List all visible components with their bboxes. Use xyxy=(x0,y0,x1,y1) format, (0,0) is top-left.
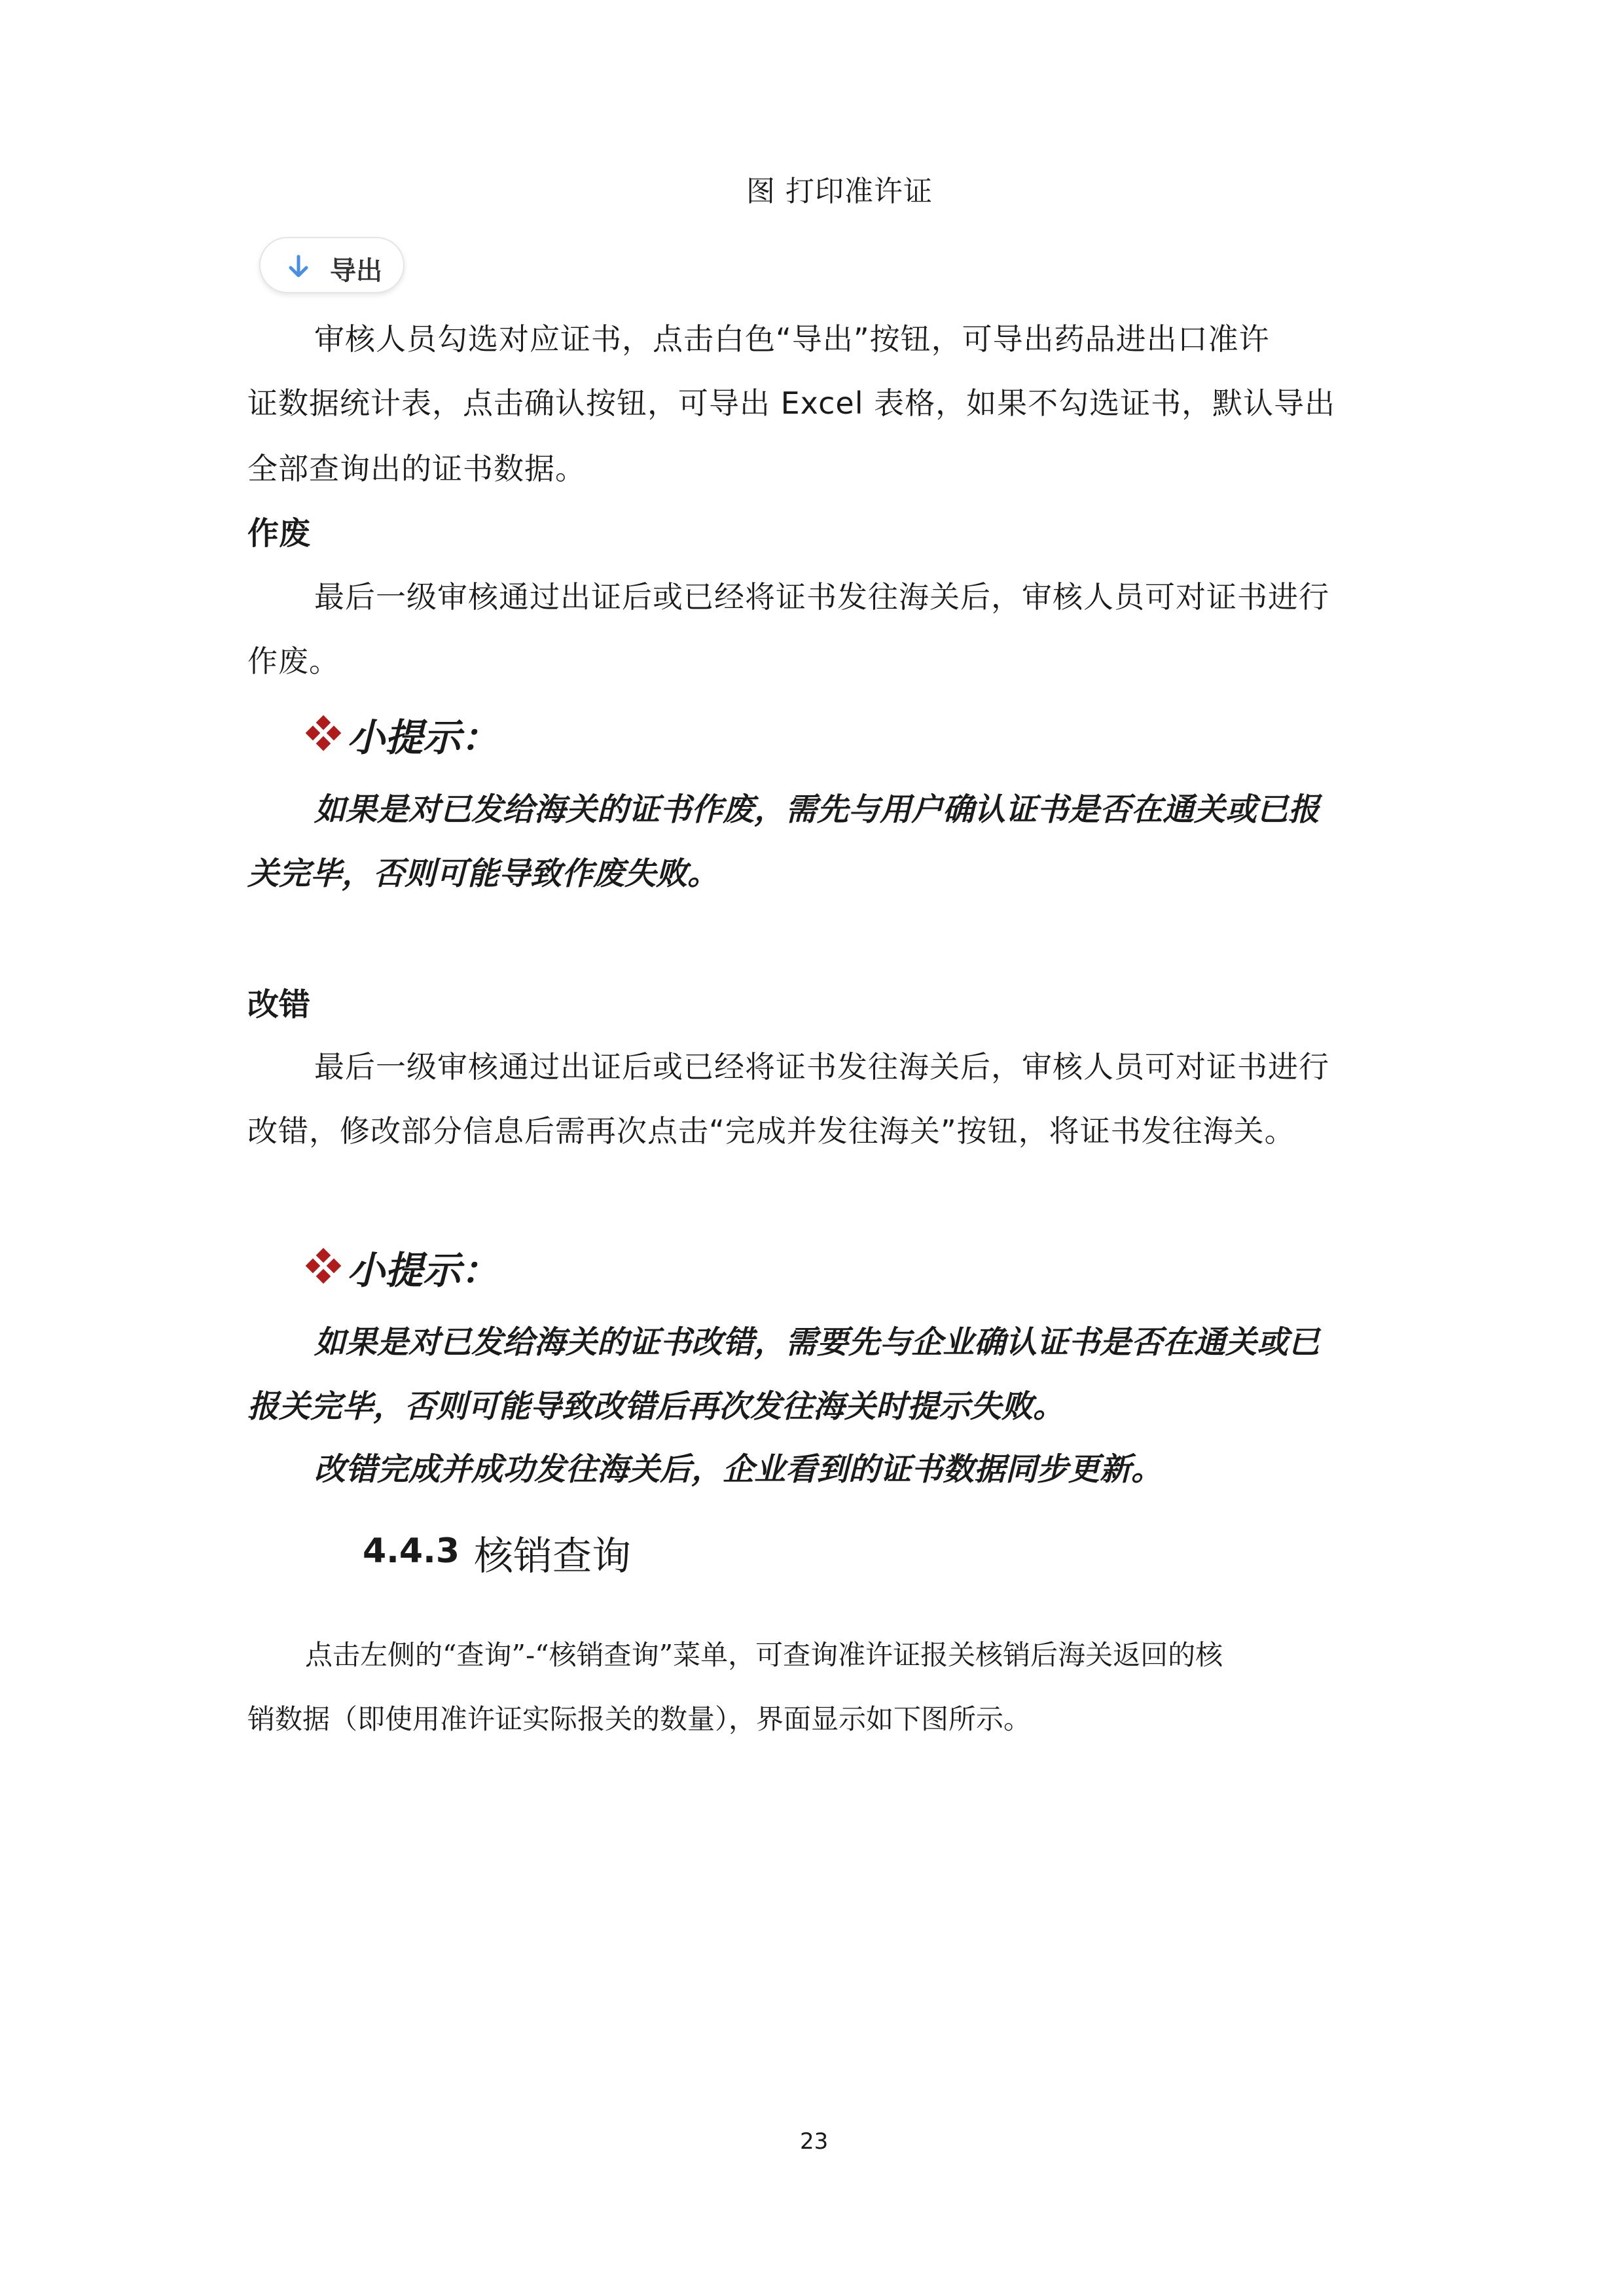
query-paragraph-line: 点击左侧的“查询”-“核销查询”菜单，可查询准许证报关核销后海关返回的核 xyxy=(305,1639,1223,1671)
tip-line: 报关完毕，否则可能导致改错后再次发往海关时提示失败。 xyxy=(247,1388,1065,1425)
export-paragraph-line: 证数据统计表，点击确认按钮，可导出 Excel 表格，如果不勾选证书，默认导出 xyxy=(247,386,1336,421)
export-button[interactable] xyxy=(259,237,405,293)
arrow-down-icon xyxy=(287,254,310,279)
query-paragraph-line: 销数据（即使用准许证实际报关的数量），界面显示如下图所示。 xyxy=(247,1703,1032,1735)
export-paragraph-line: 全部查询出的证书数据。 xyxy=(247,451,586,486)
tip-line: 如果是对已发给海关的证书作废，需先与用户确认证书是否在通关或已报 xyxy=(314,791,1320,828)
diamond-bullet-icon xyxy=(305,1247,342,1284)
export-paragraph-line: 审核人员勾选对应证书，点击白色“导出”按钮，可导出药品进出口准许 xyxy=(314,321,1270,357)
void-paragraph-line: 作废。 xyxy=(247,643,340,679)
section-number: 4.4.3 xyxy=(363,1532,460,1571)
tip-line: 如果是对已发给海关的证书改错，需要先与企业确认证书是否在通关或已 xyxy=(314,1324,1320,1361)
tip-title: 小提示： xyxy=(347,715,499,760)
page-number: 23 xyxy=(800,2128,829,2155)
diamond-bullet-icon xyxy=(305,715,342,751)
correction-paragraph-line: 最后一级审核通过出证后或已经将证书发往海关后，审核人员可对证书进行 xyxy=(314,1049,1329,1085)
tip-line: 改错完成并成功发往海关后，企业看到的证书数据同步更新。 xyxy=(314,1451,1163,1488)
section-title: 核销查询 xyxy=(474,1534,631,1579)
figure-caption: 图 打印准许证 xyxy=(746,175,933,208)
void-paragraph-line: 最后一级审核通过出证后或已经将证书发往海关后，审核人员可对证书进行 xyxy=(314,579,1329,615)
tip-line: 关完毕，否则可能导致作废失败。 xyxy=(247,855,719,892)
correction-heading: 改错 xyxy=(247,986,311,1023)
export-button-label: 导出 xyxy=(330,256,382,286)
tip-title: 小提示： xyxy=(347,1248,499,1293)
correction-paragraph-line: 改错，修改部分信息后需再次点击“完成并发往海关”按钮，将证书发往海关。 xyxy=(247,1113,1295,1149)
void-heading: 作废 xyxy=(247,515,311,552)
